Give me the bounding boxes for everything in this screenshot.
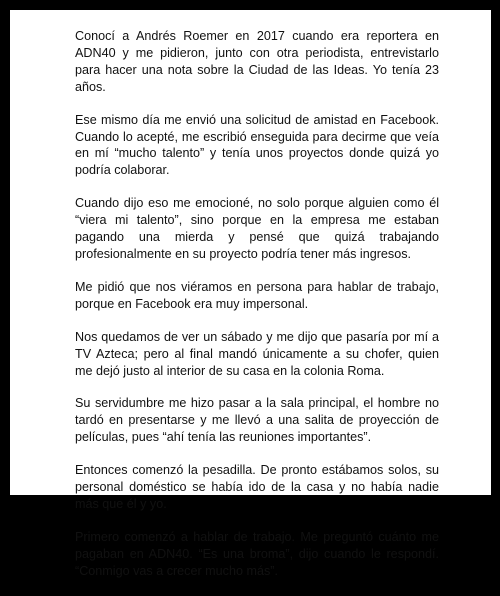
document-page xyxy=(10,10,491,578)
paragraph-6: Su servidumbre me hizo pasar a la sala principal, el hombre no tardó en presentarse y me llevó a una salita de proyección de películas, pues “ahí tenía las reuniones importantes”. xyxy=(75,396,439,445)
paragraph-3: Cuando dijo eso me emocioné, no solo porque alguien como él “viera mi talento”, sino porque en la empresa me estaban pagando una mierda y pensé que quizá trabajando profesionalmente en su proyecto podría tener más ingresos. xyxy=(75,196,439,261)
document-body xyxy=(75,28,439,596)
paragraph-1: Conocí a Andrés Roemer en 2017 cuando era reportera en ADN40 y me pidieron, junto con otra periodista, entrevistarlo para hacer una nota sobre la Ciudad de las Ideas. Yo tenía 23 años. xyxy=(75,29,439,94)
paragraph-4: Me pidió que nos viéramos en persona para hablar de trabajo, porque en Facebook era muy impersonal. xyxy=(75,279,439,311)
paragraph-8: Primero comenzó a hablar de trabajo. Me preguntó cuánto me pagaban en ADN40. “Es una broma”, dijo cuando le respondí. “Conmigo vas a crecer mucho más”. xyxy=(75,529,439,578)
paragraph-7: Entonces comenzó la pesadilla. De pronto estábamos solos, su personal doméstico se había ido de la casa y no había nadie más que él y yo. xyxy=(75,463,439,511)
paragraph-2: Ese mismo día me envió una solicitud de amistad en Facebook. Cuando lo acepté, me escribió enseguida para decirme que veía en mí “mucho talento” y tenía unos proyectos donde quizá yo podría colaborar. xyxy=(75,112,439,178)
paragraph-5: Nos quedamos de ver un sábado y me dijo que pasaría por mí a TV Azteca; pero al final mandó únicamente a su chofer, quien me dejó justo al interior de su casa en la colonia Roma. xyxy=(75,329,439,378)
